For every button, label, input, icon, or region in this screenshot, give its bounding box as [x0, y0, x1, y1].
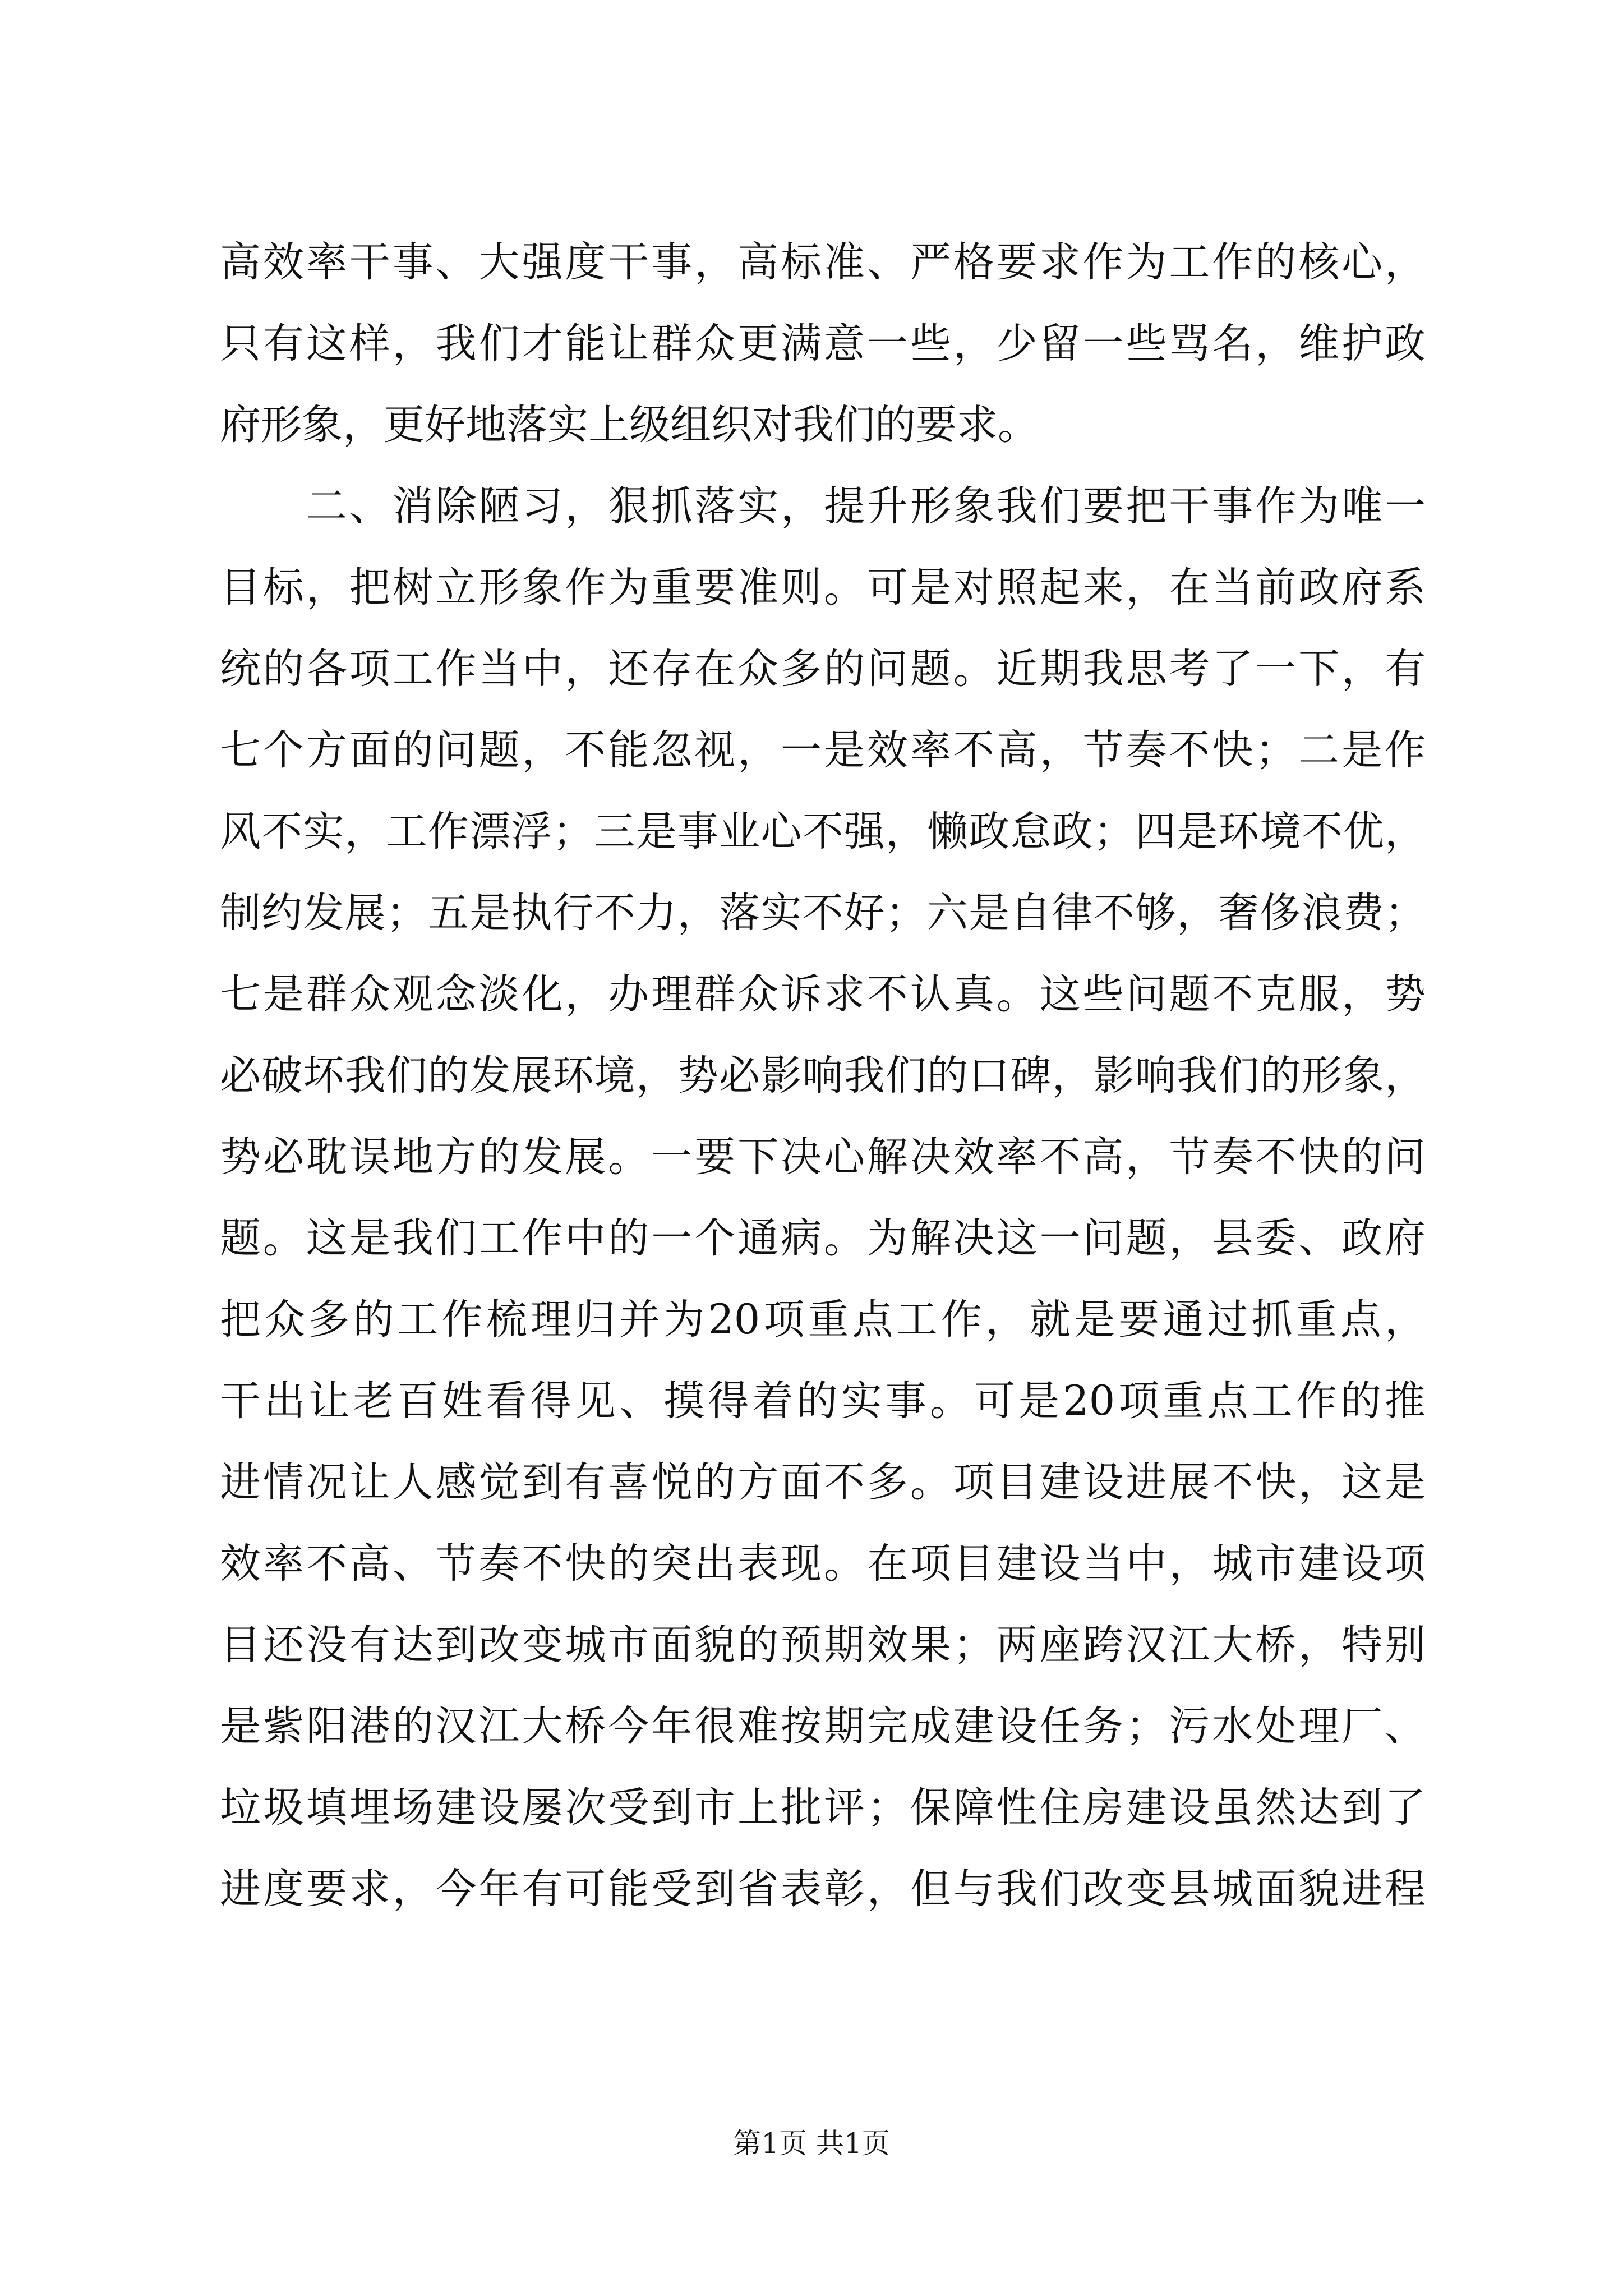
text-line: 效率不高、节奏不快的突出表现。在项目建设当中，城市建设项 — [220, 1540, 1426, 1588]
text-line: 目还没有达到改变城市面貌的预期效果；两座跨汉江大桥，特别 — [220, 1621, 1426, 1669]
text-line: 进度要求，今年有可能受到省表彰，但与我们改变县城面貌进程 — [220, 1865, 1426, 1913]
text-line: 干出让老百姓看得见、摸得着的实事。可是20项重点工作的推 — [220, 1377, 1426, 1425]
text-line: 七是群众观念淡化，办理群众诉求不认真。这些问题不克服，势 — [220, 970, 1426, 1018]
page-number-label: 第1页 共1页 — [733, 2127, 890, 2160]
text-line: 是紫阳港的汉江大桥今年很难按期完成建设任务；污水处理厂、 — [220, 1703, 1426, 1750]
text-line: 必破坏我们的发展环境，势必影响我们的口碑，影响我们的形象， — [220, 1052, 1426, 1099]
body-text — [220, 222, 1426, 1930]
text-line: 只有这样，我们才能让群众更满意一些，少留一些骂名，维护政 — [220, 320, 1426, 367]
text-line: 垃圾填埋场建设屡次受到市上批评；保障性住房建设虽然达到了 — [220, 1784, 1426, 1832]
text-line: 高效率干事、大强度干事，高标准、严格要求作为工作的核心， — [220, 238, 1426, 286]
text-line: 进情况让人感觉到有喜悦的方面不多。项目建设进展不快，这是 — [220, 1458, 1426, 1506]
text-line: 目标，把树立形象作为重要准则。可是对照起来，在当前政府系 — [220, 564, 1426, 611]
text-line: 把众多的工作梳理归并为20项重点工作，就是要通过抓重点， — [220, 1296, 1426, 1343]
text-line: 府形象，更好地落实上级组织对我们的要求。 — [220, 401, 1039, 449]
text-line: 势必耽误地方的发展。一要下决心解决效率不高，节奏不快的问 — [220, 1133, 1426, 1181]
text-line: 风不实，工作漂浮；三是事业心不强，懒政怠政；四是环境不优， — [220, 808, 1426, 855]
text-line: 题。这是我们工作中的一个通病。为解决这一问题，县委、政府 — [220, 1214, 1426, 1262]
text-line: 统的各项工作当中，还存在众多的问题。近期我思考了一下，有 — [220, 645, 1426, 693]
page-footer — [0, 2124, 1623, 2163]
text-line: 制约发展；五是执行不力，落实不好；六是自律不够，奢侈浪费； — [220, 889, 1426, 937]
text-line: 七个方面的问题，不能忽视，一是效率不高，节奏不快；二是作 — [220, 726, 1426, 774]
text-line: 二、消除陋习，狠抓落实，提升形象我们要把干事作为唯一 — [220, 482, 1426, 530]
